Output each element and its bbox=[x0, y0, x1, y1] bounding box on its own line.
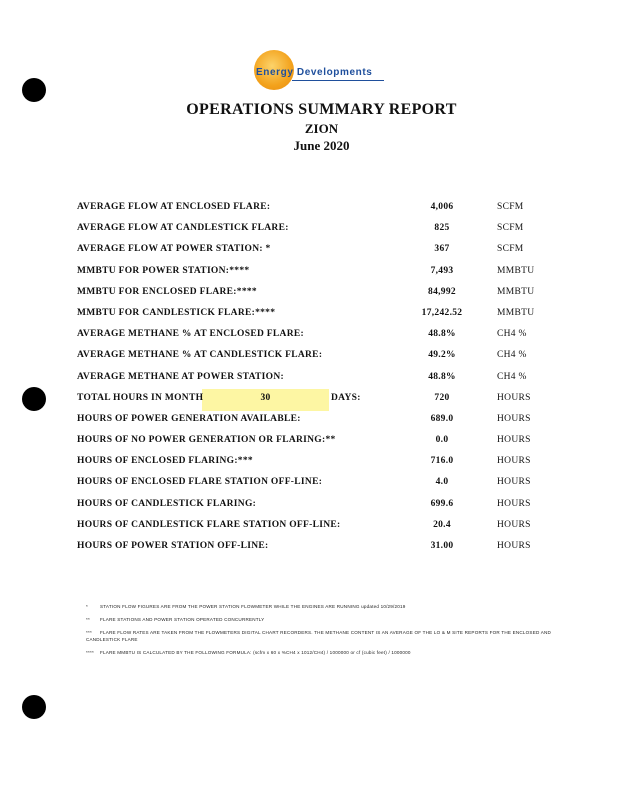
footnote: * STATION FLOW FIGURES ARE FROM THE POWER STATION FLOWMETER WHILE THE ENGINES ARE RUNNING updated 10/29/2019 bbox=[86, 604, 406, 609]
summary-row: AVERAGE FLOW AT CANDLESTICK FLARE: 825 SCFM bbox=[77, 223, 524, 234]
summary-table bbox=[77, 200, 577, 560]
summary-row: AVERAGE FLOW AT POWER STATION: * 367 SCFM bbox=[77, 244, 524, 255]
punch-hole-top bbox=[22, 78, 46, 102]
summary-row: HOURS OF CANDLESTICK FLARING: 699.6 HOURS bbox=[77, 498, 531, 509]
summary-row: MMBTU FOR POWER STATION:**** 7,493 MMBTU bbox=[77, 265, 535, 276]
total-hours-row: TOTAL HOURS IN MONTH 30 DAYS: 720 HOURS bbox=[77, 391, 577, 412]
summary-row: AVERAGE METHANE % AT ENCLOSED FLARE: 48.8% CH4 % bbox=[77, 329, 527, 340]
report-title: OPERATIONS SUMMARY REPORT bbox=[186, 101, 457, 118]
summary-row: AVERAGE METHANE % AT CANDLESTICK FLARE: 49.2% CH4 % bbox=[77, 350, 527, 361]
logo-underline bbox=[292, 80, 384, 81]
summary-row: HOURS OF NO POWER GENERATION OR FLARING:** 0.0 HOURS bbox=[77, 435, 531, 446]
summary-row: HOURS OF ENCLOSED FLARING:*** 716.0 HOURS bbox=[77, 456, 531, 467]
logo-text: Energy Developments bbox=[256, 67, 373, 78]
site-name: ZION bbox=[304, 121, 339, 136]
month-days-value: 30 bbox=[260, 392, 271, 403]
summary-row: AVERAGE METHANE AT POWER STATION: 48.8% CH4 % bbox=[77, 371, 527, 382]
punch-hole-middle bbox=[22, 387, 46, 411]
footnote: *** FLARE FLOW RATES ARE TAKEN FROM THE FLOWMETERS DIGITAL CHART RECORDERS. THE METHANE CONTENT IS AN AVERAGE OF THE LO & M SITE REPORTS FOR THE ENCLOSED AND CANDLESTICK FLARE bbox=[86, 630, 551, 642]
footnote: ** FLARE STATIONS AND POWER STATION OPERATED CONCURRENTLY bbox=[86, 617, 265, 622]
summary-row: MMBTU FOR ENCLOSED FLARE:**** 84,992 MMBTU bbox=[77, 286, 535, 297]
footnote: **** FLARE MMBTU IS CALCULATED BY THE FOLLOWING FORMULA: (scfm x 60 x %CH4 x 1012/CH4) / 1000000 or cf (cubic feet) / 1000000 bbox=[86, 650, 411, 655]
summary-row: MMBTU FOR CANDLESTICK FLARE:**** 17,242.52 MMBTU bbox=[77, 307, 535, 318]
summary-row: HOURS OF CANDLESTICK FLARE STATION OFF-LINE: 20.4 HOURS bbox=[77, 519, 531, 530]
footnotes bbox=[86, 603, 566, 662]
punch-hole-bottom bbox=[22, 695, 46, 719]
summary-row: HOURS OF POWER GENERATION AVAILABLE: 689.0 HOURS bbox=[77, 413, 531, 424]
report-period: June 2020 bbox=[293, 138, 350, 153]
summary-row: HOURS OF POWER STATION OFF-LINE: 31.00 HOURS bbox=[77, 541, 531, 551]
company-logo bbox=[252, 50, 392, 92]
summary-row: HOURS OF ENCLOSED FLARE STATION OFF-LINE: 4.0 HOURS bbox=[77, 477, 531, 488]
summary-row: AVERAGE FLOW AT ENCLOSED FLARE: 4,006 SCFM bbox=[77, 202, 524, 212]
